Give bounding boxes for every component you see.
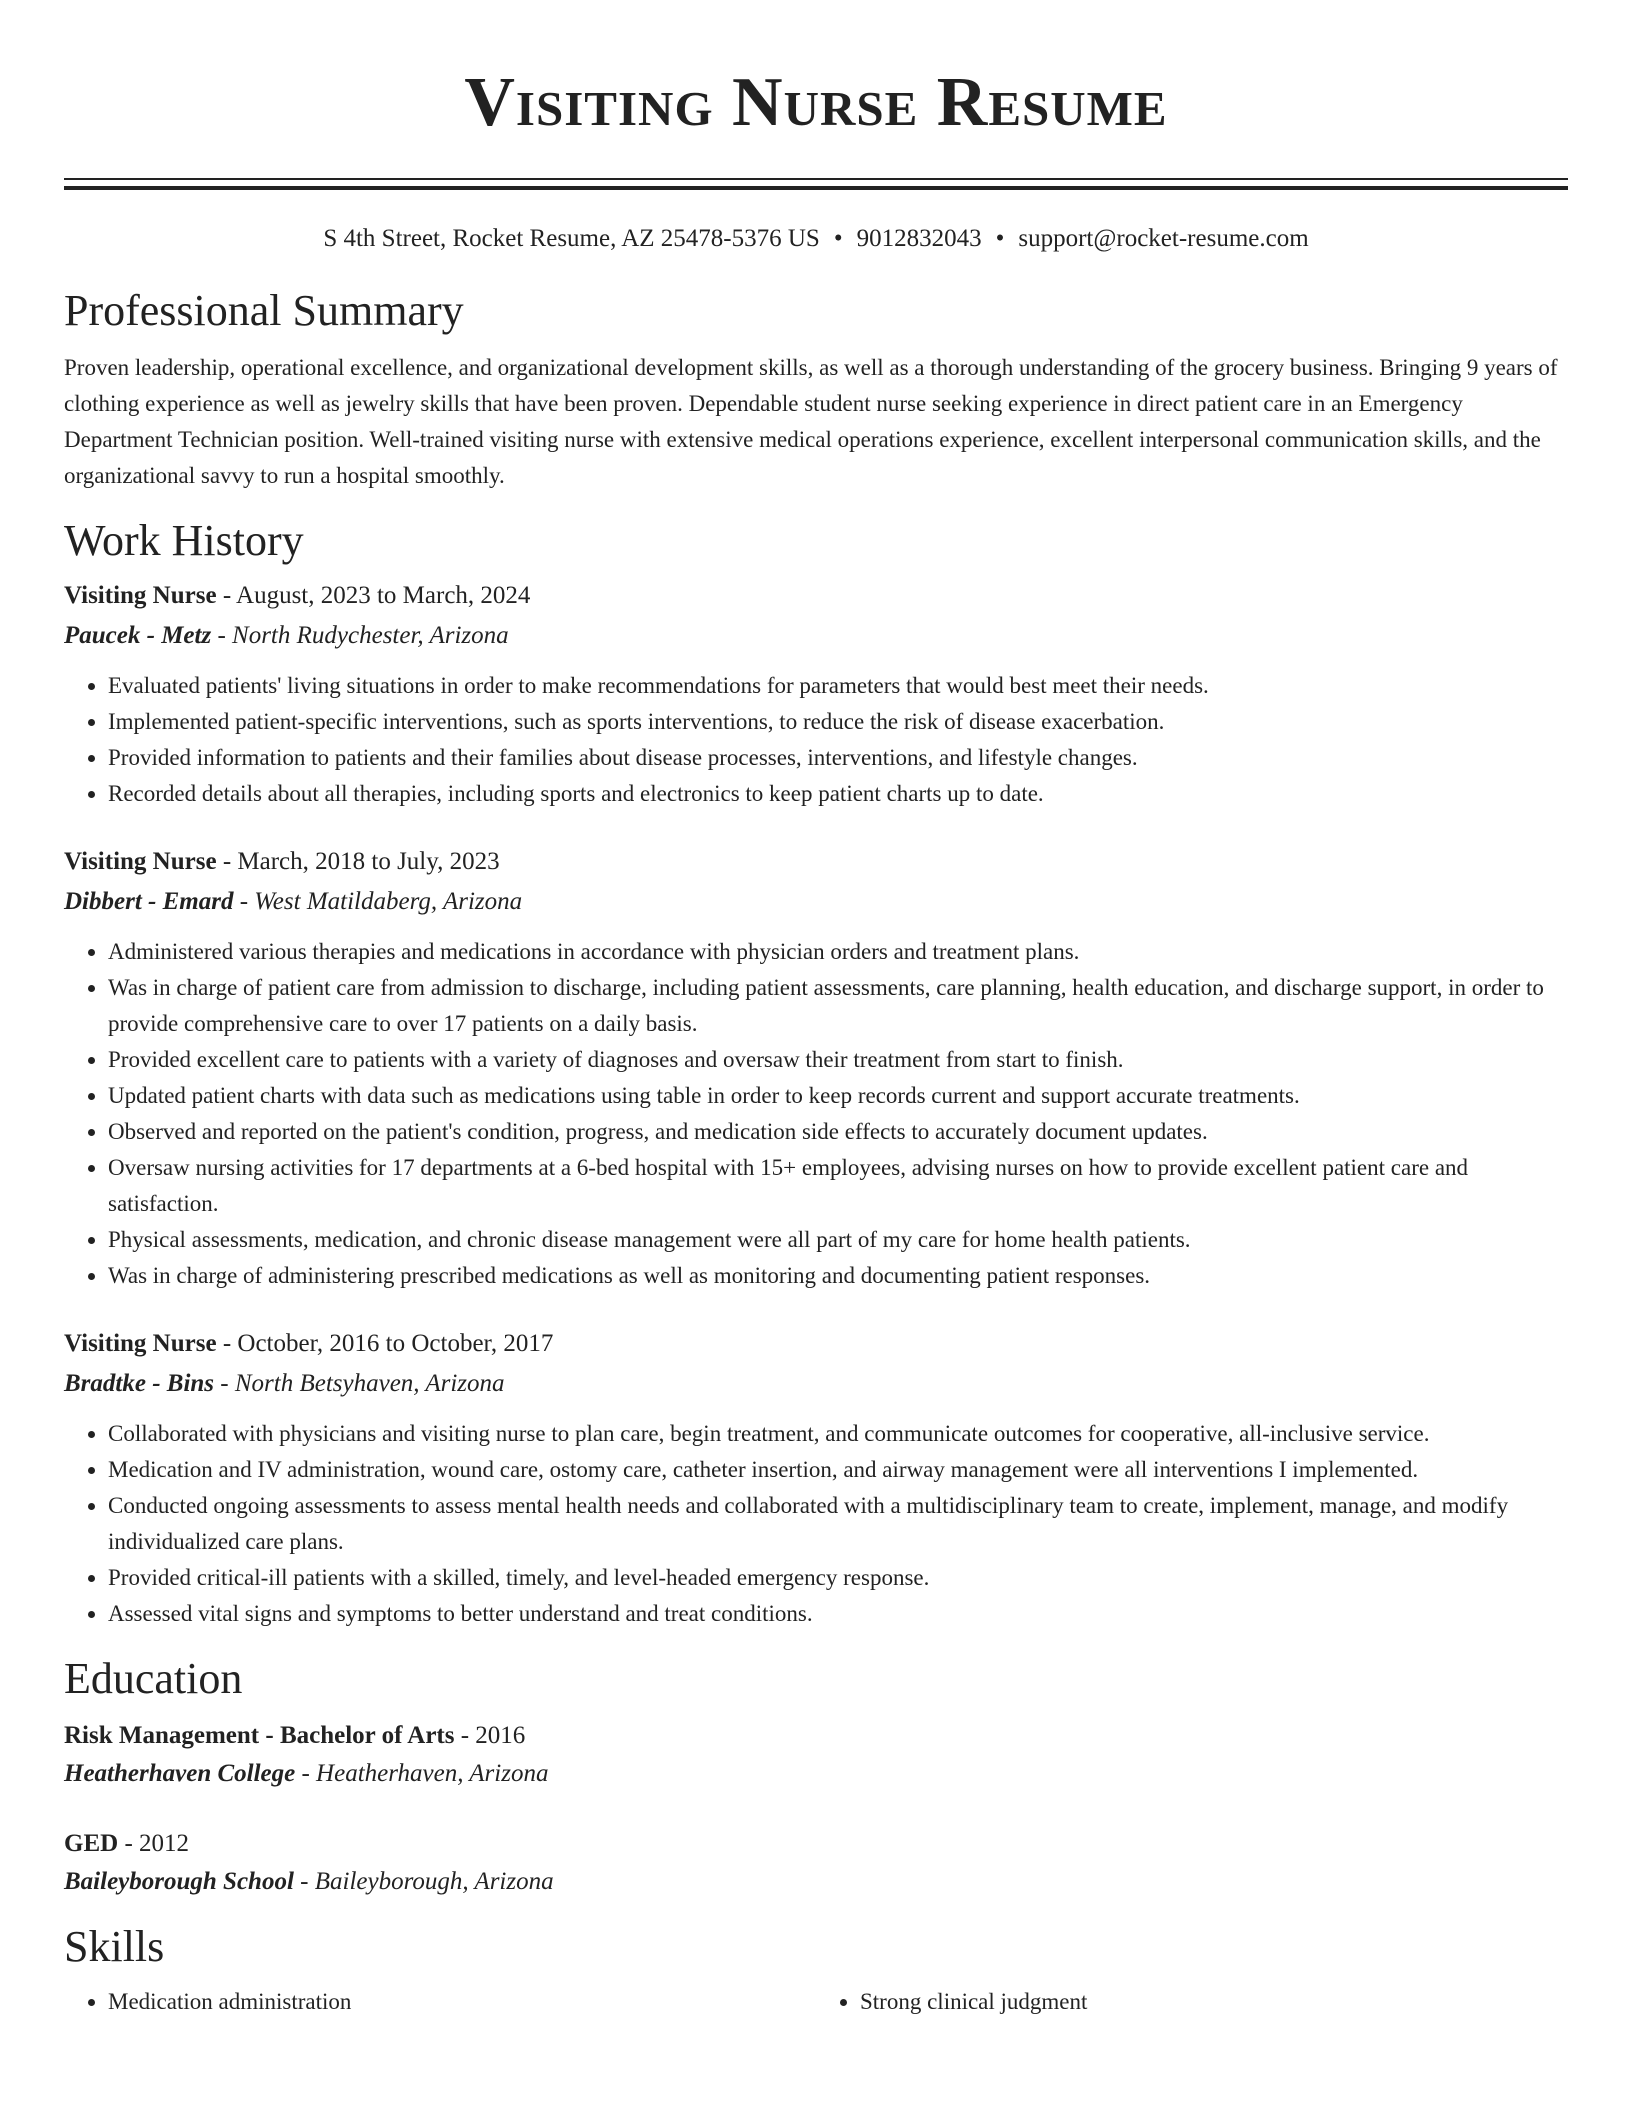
company-location: - North Betsyhaven, Arizona [214,1370,505,1397]
degree-year: - 2012 [118,1830,190,1857]
contact-address: S 4th Street, Rocket Resume, AZ 25478-5376 US [323,225,820,252]
job-bullets [64,1416,1568,1632]
job-title-line [64,844,1568,880]
work-history-heading: Work History [64,516,304,565]
job-title-line [64,1326,1568,1362]
job-bullet: • Evaluated patients' living situations in order to make recommendations for parameters that would best meet their needs. [108,668,1568,704]
job-title-line [64,578,1568,614]
school-location: - Heatherhaven, Arizona [295,1760,549,1787]
skills-heading: Skills [64,1922,165,1971]
school-name: Baileyborough School [64,1868,294,1895]
education-entry [64,1718,1568,1792]
company-line [64,884,1568,920]
resume-title: Visiting Nurse Resume [464,64,1168,141]
job-title: Visiting Nurse [64,848,217,875]
job-title: Visiting Nurse [64,582,217,609]
skills-column-left [64,1984,816,2020]
job-bullets [64,668,1568,812]
company-name: Dibbert - Emard [64,888,234,915]
contact-email: support@rocket-resume.com [1018,225,1309,252]
contact-line [64,224,1568,254]
skill-item: • Medication administration [108,1984,816,2020]
degree-year: - 2016 [454,1722,526,1749]
job-bullet: • Was in charge of administering prescribed medications as well as monitoring and documenting patient responses. [108,1258,1568,1294]
job-entry [64,578,1568,812]
job-bullet: • Medication and IV administration, wound care, ostomy care, catheter insertion, and airway management were all interventions I implemented. [108,1452,1568,1488]
job-bullet: • Observed and reported on the patient's condition, progress, and medication side effects to accurately document updates. [108,1114,1568,1150]
job-entry [64,844,1568,1294]
school-line [64,1864,1568,1900]
job-bullet: • Provided excellent care to patients with a variety of diagnoses and oversaw their treatment from start to finish. [108,1042,1568,1078]
degree-name: GED [64,1830,119,1857]
bullet-separator: • [995,225,1005,252]
company-line [64,1366,1568,1402]
bullet-separator: • [833,225,843,252]
job-entry [64,1326,1568,1632]
job-title: Visiting Nurse [64,1330,217,1357]
job-bullet: • Provided critical-ill patients with a skilled, timely, and level-headed emergency response. [108,1560,1568,1596]
job-bullet: • Provided information to patients and their families about disease processes, interventions, and lifestyle changes. [108,740,1568,776]
job-dates: - October, 2016 to October, 2017 [216,1330,554,1357]
job-bullet: • Oversaw nursing activities for 17 departments at a 6-bed hospital with 15+ employees, advising nurses on how to provide excellent patient care and satisfaction. [108,1150,1568,1222]
job-bullet: • Conducted ongoing assessments to assess mental health needs and collaborated with a multidisciplinary team to create, implement, manage, and modify individualized care plans. [108,1488,1568,1560]
degree-line [64,1826,1568,1862]
title-rule-thin [64,178,1568,180]
summary-heading: Professional Summary [64,286,464,335]
skills-list [64,1984,1568,2020]
degree-name: Risk Management - Bachelor of Arts [64,1722,455,1749]
skills-column-right [816,1984,1568,2020]
degree-line [64,1718,1568,1754]
skill-item: • Strong clinical judgment [860,1984,1568,2020]
job-bullet: • Physical assessments, medication, and chronic disease management were all part of my care for home health patients. [108,1222,1568,1258]
job-bullet: • Collaborated with physicians and visiting nurse to plan care, begin treatment, and communicate outcomes for cooperative, all-inclusive service. [108,1416,1568,1452]
job-bullet: • Assessed vital signs and symptoms to better understand and treat conditions. [108,1596,1568,1632]
title-rule-thick [64,186,1568,190]
job-bullet: • Recorded details about all therapies, including sports and electronics to keep patient charts up to date. [108,776,1568,812]
job-bullet: • Implemented patient-specific interventions, such as sports interventions, to reduce the risk of disease exacerbation. [108,704,1568,740]
summary-text: Proven leadership, operational excellence, and organizational development skills, as well as a thorough understanding of the grocery business. Bringing 9 years of clothing experience as well as jewelry skills that have been proven. Dependable student nurse seeking experience in direct patient care in an Emergency Department Technician position. Well-trained visiting nurse with extensive medical operations experience, excellent interpersonal communication skills, and the organizational savvy to run a hospital smoothly. [64,355,1558,488]
education-heading: Education [64,1654,243,1703]
company-location: - West Matildaberg, Arizona [233,888,523,915]
company-name: Bradtke - Bins [64,1370,215,1397]
school-line [64,1756,1568,1792]
job-bullet: • Was in charge of patient care from admission to discharge, including patient assessments, care planning, health education, and discharge support, in order to provide comprehensive care to over 17 patients on a daily basis. [108,970,1568,1042]
company-line [64,618,1568,654]
company-location: - North Rudychester, Arizona [211,622,509,649]
job-dates: - March, 2018 to July, 2023 [216,848,500,875]
job-bullet: • Updated patient charts with data such as medications using table in order to keep records current and support accurate treatments. [108,1078,1568,1114]
job-dates: - August, 2023 to March, 2024 [216,582,531,609]
contact-phone: 9012832043 [856,225,982,252]
company-name: Paucek - Metz [64,622,212,649]
job-bullets [64,934,1568,1294]
education-entry [64,1826,1568,1900]
school-name: Heatherhaven College [64,1760,296,1787]
school-location: - Baileyborough, Arizona [293,1868,554,1895]
job-bullet: • Administered various therapies and medications in accordance with physician orders and treatment plans. [108,934,1568,970]
